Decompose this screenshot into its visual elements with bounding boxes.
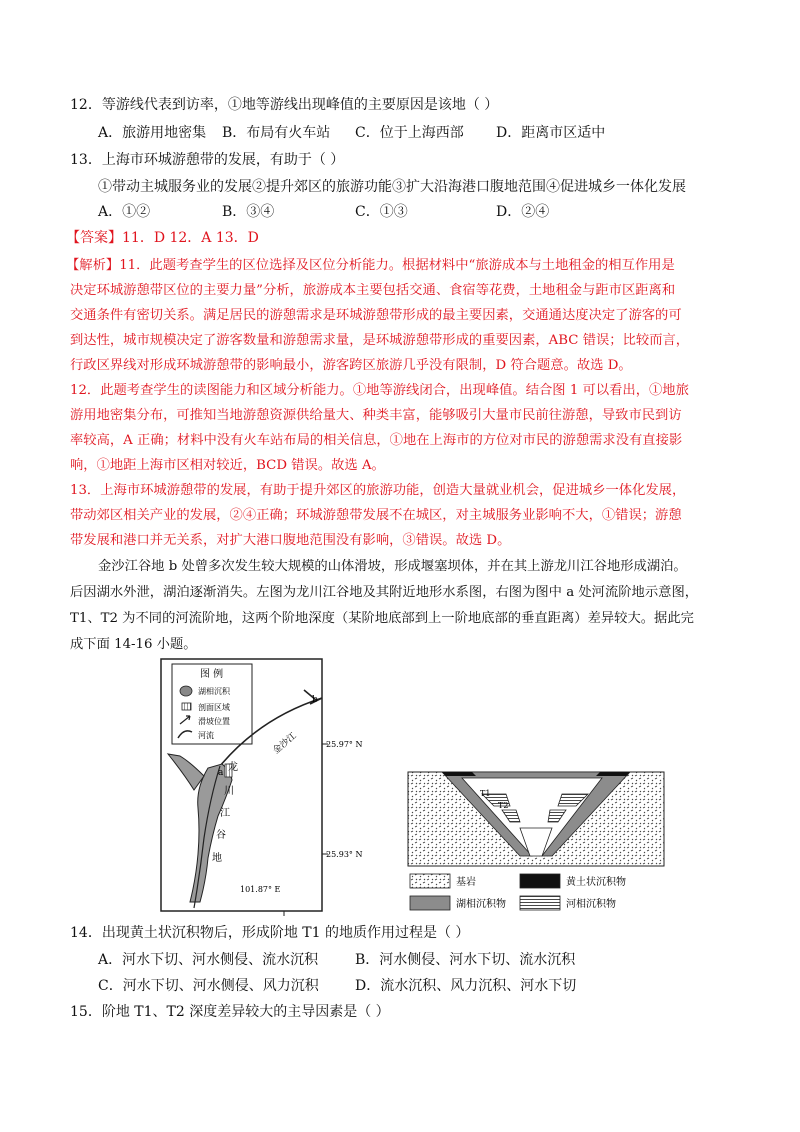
profile-legend-1: 基岩 xyxy=(456,877,476,888)
q12-option-b: B．布局有火车站 xyxy=(222,125,331,141)
analysis-p11-line5: 行政区界线对形成环城游憩带的影响最小，游客跨区旅游几乎没有限制，D 符合题意。故选 D。 xyxy=(70,358,632,373)
analysis-p11-line4: 到达性，城市规模决定了游客数量和游憩需求量，是环城游憩带形成的重要因素，ABC 错误；比较而言， xyxy=(70,333,690,348)
loess-legend-icon xyxy=(520,874,560,888)
analysis-tag: 【解析】 xyxy=(66,258,120,273)
lat-label-2: 25.93° N xyxy=(326,850,363,859)
terrace-profile-diagram xyxy=(402,766,670,916)
map-legend-item-2: 剖面区域 xyxy=(198,703,230,712)
map-legend-item-3: 滑坡位置 xyxy=(198,717,230,726)
analysis-p13-line1: 13．上海市环城游憩带的发展，有助于提升郊区的旅游功能，创造大量就业机会，促进城乡一体化发展， xyxy=(70,483,686,498)
profile-legend-3: 湖相沉积物 xyxy=(456,899,506,910)
profile-legend-2: 黄土状沉积物 xyxy=(566,877,626,888)
material-line1: 金沙江谷地 b 处曾多次发生较大规模的山体滑坡，形成堰塞坝体，并在其上游龙川江谷地形成湖泊。 xyxy=(98,559,687,574)
map-legend-item-4: 河流 xyxy=(198,731,214,740)
analysis-p12-line3: 率较高，A 正确；材料中没有火车站布局的相关信息，①地在上海市的方位对市民的游憩需求没有直接影 xyxy=(70,433,683,448)
label-b: b xyxy=(312,695,318,705)
q13-option-c: C．①③ xyxy=(355,204,408,220)
material-line3: T1、T2 为不同的河流阶地，这两个阶地深度（某阶地底部到上一阶地底部的垂直距离）差异较大。据此完 xyxy=(70,611,694,626)
analysis-p12-line1: 12．此题考查学生的读图能力和区域分析能力。①地等游线闭合，出现峰值。结合图 1 可以看出，①地旅 xyxy=(70,383,689,398)
answer-tag: 【答案】 xyxy=(66,230,122,246)
answer-text: 11．D 12．A 13．D xyxy=(122,230,259,246)
profile-legend-4: 河相沉积物 xyxy=(566,899,616,910)
river-deposit-legend-icon xyxy=(520,896,560,910)
label-t1: T1 xyxy=(480,789,491,798)
jinsha-river-label: 金沙江 xyxy=(271,731,299,757)
q12-option-c: C．位于上海西部 xyxy=(355,125,464,141)
valley-char-4: 谷 xyxy=(216,830,226,841)
q14-option-c: C．河水下切、河水侧侵、风力沉积 xyxy=(98,978,319,994)
q12-stem: 12．等游线代表到访率，①地等游线出现峰值的主要原因是该地（ ） xyxy=(70,97,499,113)
lake-deposit-legend-icon xyxy=(180,686,192,696)
q12-option-d: D．距离市区适中 xyxy=(496,125,606,141)
valley-char-2: 川 xyxy=(224,786,234,797)
q13-stem: 13．上海市环城游憩带的发展，有助于（ ） xyxy=(70,152,345,168)
q13-option-a: A．①② xyxy=(98,204,151,220)
q15-stem: 15．阶地 T1、T2 深度差异较大的主导因素是（ ） xyxy=(70,1004,390,1020)
q13-option-d: D．②④ xyxy=(496,204,550,220)
lat-label-1: 25.97° N xyxy=(326,740,363,749)
bedrock-legend-icon xyxy=(410,874,450,888)
q13-statement: ①带动主城服务业的发展②提升郊区的旅游功能③扩大沿海港口腹地范围④促进城乡一体化发展 xyxy=(98,179,686,195)
analysis-p11-line3: 交通条件有密切关系。满足居民的游憩需求是环城游憩带形成的最主要因素，交通通达度决定了游客的可 xyxy=(70,308,682,323)
analysis-p12-line4: 响，①地距上海市区相对较近，BCD 错误。故选 A。 xyxy=(70,458,385,473)
profile-area-legend-icon xyxy=(182,703,191,710)
q14-option-d: D．流水沉积、风力沉积、河水下切 xyxy=(355,978,577,994)
q14-option-a: A．河水下切、河水侧侵、流水沉积 xyxy=(98,952,319,968)
q14-option-b: B．河水侧侵、河水下切、流水沉积 xyxy=(355,952,576,968)
lake-deposit-legend-icon-2 xyxy=(410,896,450,910)
label-t2: T2 xyxy=(498,801,509,810)
analysis-p13-line3: 带发展和港口并无关系，对扩大港口腹地范围没有影响，③错误。故选 D。 xyxy=(70,533,511,548)
q14-stem: 14．出现黄土状沉积物后，形成阶地 T1 的地质作用过程是（ ） xyxy=(70,925,470,941)
analysis-p12-line2: 游用地密集分布，可推知当地游憩资源供给量大、种类丰富，能够吸引大量市民前往游憩，导致市民到访 xyxy=(70,408,682,423)
label-a: a xyxy=(218,768,224,778)
material-line4: 成下面 14-16 小题。 xyxy=(70,637,197,652)
map-legend-item-1: 湖相沉积 xyxy=(198,687,230,696)
q13-option-b: B．③④ xyxy=(222,204,275,220)
answer-line xyxy=(66,228,259,248)
terrain-river-map xyxy=(160,658,392,916)
q12-option-a: A．旅游用地密集 xyxy=(98,125,207,141)
analysis-p11-line2: 决定环城游憩带区位的主要力量”分析，旅游成本主要包括交通、食宿等花费，土地租金与距市区距离和 xyxy=(70,283,676,298)
valley-char-3: 江 xyxy=(220,808,230,819)
loess-layer-right xyxy=(596,772,630,776)
valley-char-1: 龙 xyxy=(228,762,238,773)
material-line2: 后因湖水外泄，湖泊逐渐消失。左图为龙川江谷地及其附近地形水系图，右图为图中 a 处河流阶地示意图， xyxy=(70,585,699,600)
loess-layer-left xyxy=(442,772,476,776)
valley-char-5: 地 xyxy=(212,853,222,864)
map-legend-title: 图 例 xyxy=(200,669,224,680)
lon-label: 101.87° E xyxy=(240,885,281,894)
analysis-p13-line2: 带动郊区相关产业的发展，②④正确；环城游憩带发展不在城区，对主城服务业影响不大，①错误；游憩 xyxy=(70,508,682,523)
analysis-p11-line1: 【解析】11．此题考查学生的区位选择及区位分析能力。根据材料中“旅游成本与土地租金的相互作用是 xyxy=(66,258,675,273)
